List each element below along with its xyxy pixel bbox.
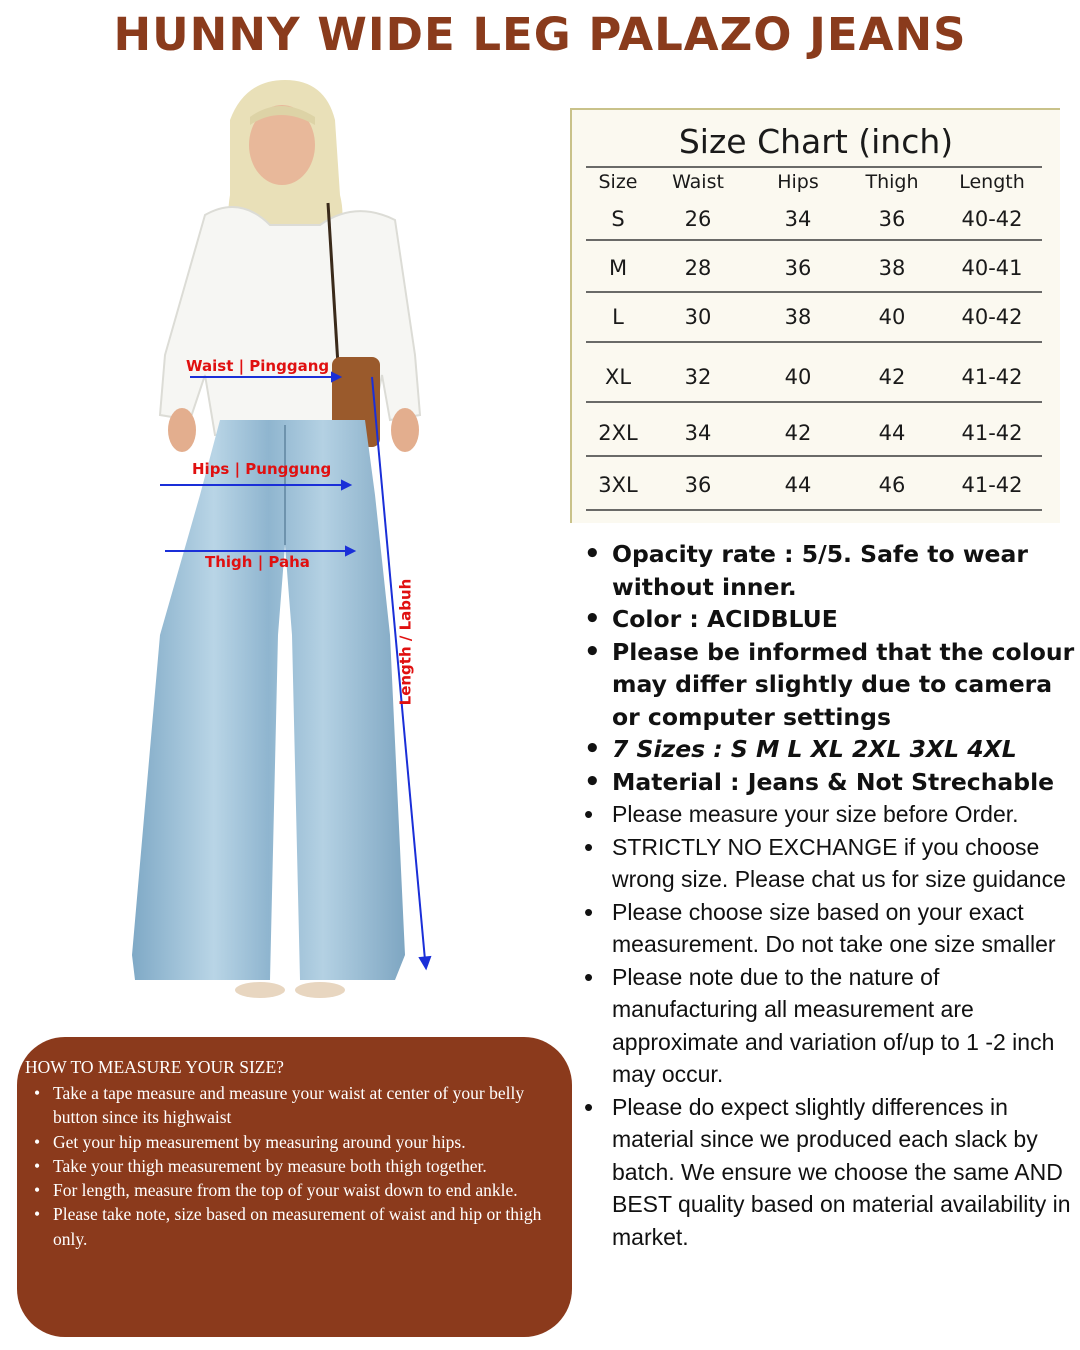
- size-chart: [570, 108, 1060, 523]
- column-header: Thigh: [865, 171, 919, 193]
- how-to-measure-box: [17, 1037, 572, 1337]
- sizes-info: • 7 Sizes : S M L XL 2XL 3XL 4XL: [584, 733, 1080, 766]
- measurement-cell: 44: [784, 473, 812, 497]
- list-item: • STRICTLY NO EXCHANGE if you choose wrong size. Please chat us for size guidance: [584, 831, 1080, 896]
- measurement-cell: 34: [684, 421, 712, 445]
- measurement-cell: 41-42: [961, 473, 1023, 497]
- page-title: HUNNY WIDE LEG PALAZO JEANS: [113, 8, 967, 61]
- measurement-cell: 38: [784, 305, 812, 329]
- measurement-cell: 30: [684, 305, 712, 329]
- list-item: • Please do expect slightly differences in material since we produced each slack by batch. We ensure we choose the same AND BEST quality based on material availability in market.: [584, 1091, 1080, 1254]
- size-cell: S: [611, 207, 625, 231]
- measurement-cell: 32: [684, 365, 712, 389]
- length-label: Length / Labuh: [396, 578, 415, 706]
- measurement-cell: 36: [684, 473, 712, 497]
- measurement-cell: 40-42: [961, 305, 1023, 329]
- measurement-cell: 46: [878, 473, 906, 497]
- column-header: Length: [959, 171, 1025, 193]
- size-chart-title: Size Chart (inch): [678, 122, 954, 161]
- measurement-cell: 42: [878, 365, 906, 389]
- opacity-info: • Opacity rate : 5/5. Safe to wear without inner.: [584, 538, 1080, 603]
- size-cell: XL: [604, 365, 632, 389]
- measurement-cell: 42: [784, 421, 812, 445]
- measurement-cell: 28: [684, 256, 712, 280]
- list-item: • Take a tape measure and measure your waist at center of your belly button since its highwaist: [27, 1081, 572, 1130]
- how-to-measure-title: HOW TO MEASURE YOUR SIZE?: [25, 1057, 284, 1077]
- list-item: • Get your hip measurement by measuring around your hips.: [27, 1130, 572, 1154]
- color-info: • Color : ACIDBLUE: [584, 603, 1080, 636]
- measurement-cell: 26: [684, 207, 712, 231]
- measurement-cell: 41-42: [961, 365, 1023, 389]
- list-item: • Please note due to the nature of manufacturing all measurement are approximate and variation of/up to 1 -2 inch may occur.: [584, 961, 1080, 1091]
- measurement-cell: 40: [878, 305, 906, 329]
- measurement-cell: 40: [784, 365, 812, 389]
- column-header: Waist: [672, 171, 724, 193]
- list-item: • Please choose size based on your exact measurement. Do not take one size smaller: [584, 896, 1080, 961]
- measurement-cell: 40-41: [961, 256, 1023, 280]
- material-info: • Material : Jeans & Not Strechable: [584, 766, 1080, 799]
- column-header: Size: [598, 171, 638, 193]
- column-header: Hips: [777, 171, 819, 193]
- measurement-cell: 44: [878, 421, 906, 445]
- measurement-cell: 41-42: [961, 421, 1023, 445]
- measurement-cell: 36: [878, 207, 906, 231]
- size-cell: L: [612, 305, 624, 329]
- measurement-cell: 38: [878, 256, 906, 280]
- measurement-cell: 34: [784, 207, 812, 231]
- waist-label: Waist | Pinggang: [186, 357, 330, 375]
- product-info-list: [584, 538, 1080, 1253]
- list-item: • Take your thigh measurement by measure both thigh together.: [27, 1154, 572, 1178]
- thigh-label: Thigh | Paha: [205, 553, 310, 571]
- size-chart-table: [572, 110, 1062, 525]
- list-item: • Please take note, size based on measurement of waist and hip or thigh only.: [27, 1202, 572, 1251]
- hips-label: Hips | Punggung: [192, 460, 332, 478]
- list-item: • For length, measure from the top of your waist down to end ankle.: [27, 1178, 572, 1202]
- colour-disclaimer: • Please be informed that the colour may differ slightly due to camera or computer settings: [584, 636, 1080, 734]
- size-cell: 2XL: [598, 421, 638, 445]
- list-item: • Please measure your size before Order.: [584, 798, 1080, 831]
- measurement-cell: 40-42: [961, 207, 1023, 231]
- measurement-cell: 36: [784, 256, 812, 280]
- size-cell: 3XL: [598, 473, 638, 497]
- how-to-measure-list: [27, 1081, 572, 1251]
- size-cell: M: [608, 256, 628, 280]
